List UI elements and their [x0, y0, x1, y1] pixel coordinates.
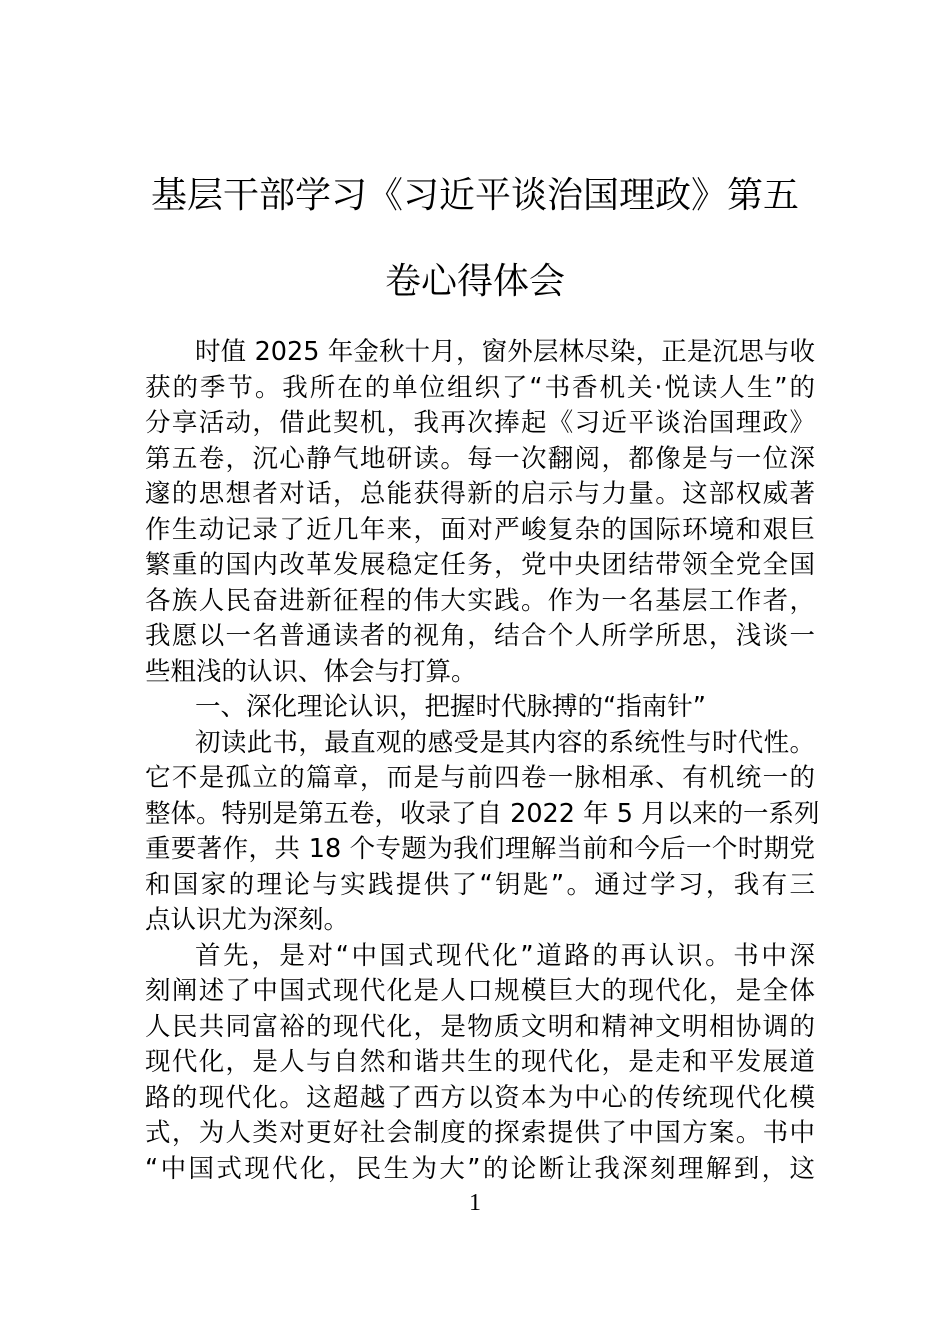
paragraph-modernization	[145, 939, 815, 1188]
text-line: 式，为人类对更好社会制度的探索提供了中国方案。书中	[145, 1118, 815, 1148]
text-line: 点认识尤为深刻。	[145, 905, 350, 935]
title-line-2: 卷心得体会	[384, 261, 565, 302]
text-line: 时值 2025 年金秋十月，窗外层林尽染，正是沉思与收	[195, 337, 815, 367]
paragraph-intro	[145, 335, 815, 690]
text-line: 些粗浅的认识、体会与打算。	[145, 656, 477, 687]
text-line: 作生动记录了近几年来，面对严峻复杂的国际环境和艰巨	[145, 514, 815, 545]
document-body	[145, 335, 820, 1187]
text-line: 和国家的理论与实践提供了“钥匙”。通过学习，我有三	[145, 869, 815, 900]
text-line: 它不是孤立的篇章，而是与前四卷一脉相承、有机统一的	[145, 763, 815, 793]
text-line: 第五卷，沉心静气地研读。每一次翻阅，都像是与一位深	[145, 443, 815, 474]
text-line: 我愿以一名普通读者的视角，结合个人所学所思，浅谈一	[145, 621, 815, 651]
document-title	[140, 168, 810, 310]
section-heading-text: 一、深化理论认识，把握时代脉搏的“指南针”	[195, 692, 706, 722]
text-line: 各族人民奋进新征程的伟大实践。作为一名基层工作者，	[145, 585, 815, 616]
text-line: “中国式现代化，民生为大”的论断让我深刻理解到，这	[145, 1153, 815, 1184]
text-line: 现代化，是人与自然和谐共生的现代化，是走和平发展道	[145, 1047, 815, 1077]
text-line: 刻阐述了中国式现代化是人口规模巨大的现代化，是全体	[145, 976, 815, 1006]
text-line: 获的季节。我所在的单位组织了“书香机关·悦读人生”的	[145, 372, 815, 403]
text-line: 路的现代化。这超越了西方以资本为中心的传统现代化模	[145, 1082, 815, 1113]
text-line: 邃的思想者对话，总能获得新的启示与力量。这部权威著	[145, 479, 815, 509]
paragraph-first-reading	[145, 726, 820, 939]
text-line: 人民共同富裕的现代化，是物质文明和精神文明相协调的	[145, 1011, 815, 1042]
text-line: 繁重的国内改革发展稳定任务，党中央团结带领全党全国	[145, 550, 815, 580]
title-line-1: 基层干部学习《习近平谈治国理政》第五	[150, 175, 799, 216]
page-number: 1	[469, 1190, 481, 1216]
text-line: 分享活动，借此契机，我再次捧起《习近平谈治国理政》	[145, 408, 815, 438]
text-line: 初读此书，最直观的感受是其内容的系统性与时代性。	[195, 727, 815, 758]
section-heading	[145, 690, 815, 726]
text-line: 重要著作，共 18 个专题为我们理解当前和今后一个时期党	[145, 834, 815, 864]
text-line: 整体。特别是第五卷，收录了自 2022 年 5 月以来的一系列	[145, 798, 820, 829]
text-line: 首先，是对“中国式现代化”道路的再认识。书中深	[195, 940, 815, 971]
